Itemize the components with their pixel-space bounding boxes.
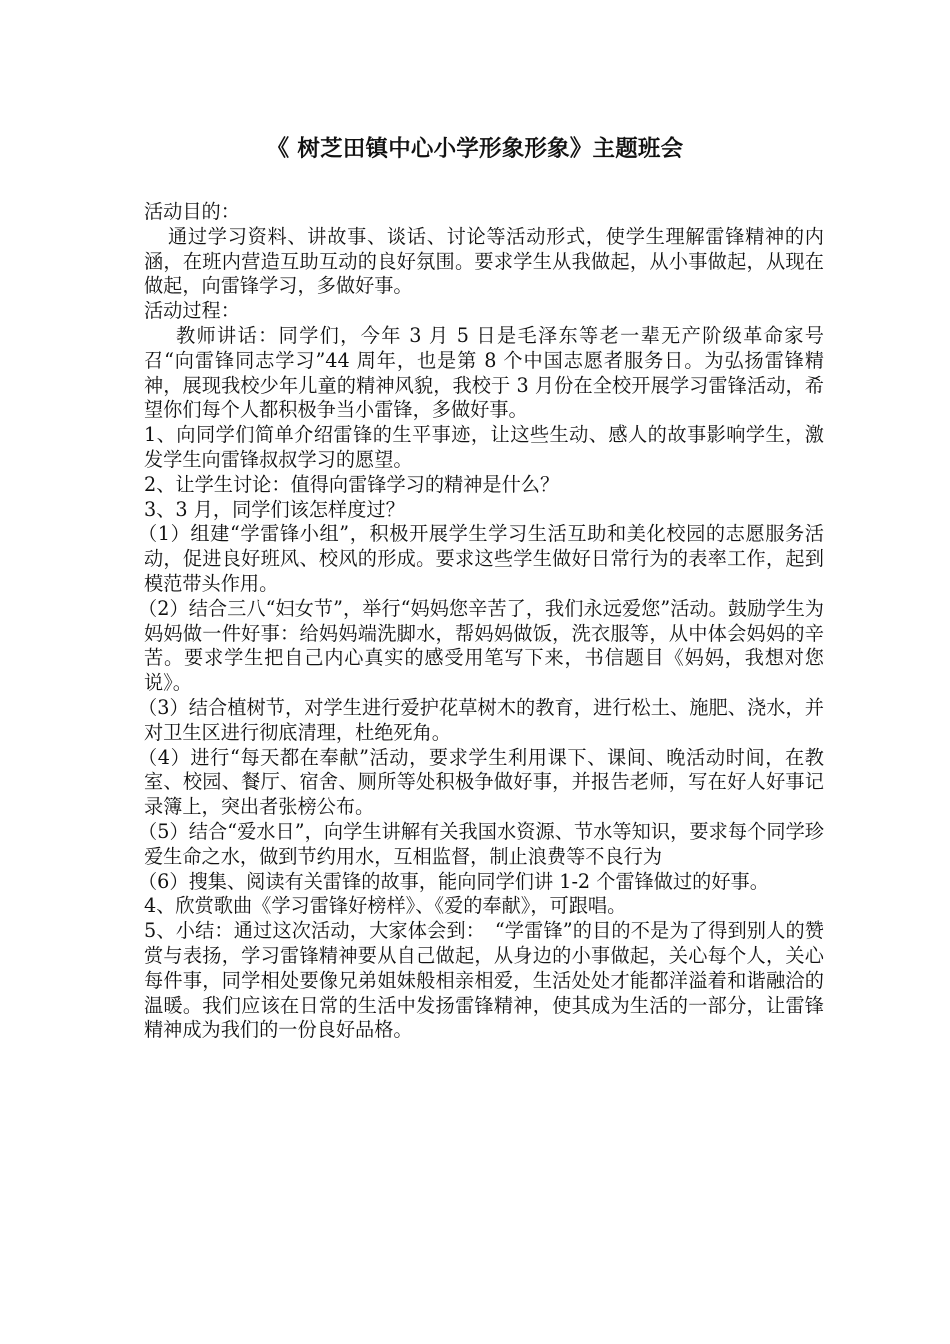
sub-item-6-paragraph: （6）搜集、阅读有关雷锋的故事，能向同学们讲 1-2 个雷锋做过的好事。 xyxy=(138,869,769,893)
step-4-paragraph: 4、欣赏歌曲《学习雷锋好榜样》、《爱的奉献》，可跟唱。 xyxy=(144,894,627,918)
sub-item-2-paragraph: （2）结合三八“妇女节”，举行“妈妈您辛苦了，我们永远爱您”活动。鼓励学生为妈妈做一件好事：给妈妈端洗脚水，帮妈妈做饭，洗衣服等，从中体会妈妈的辛苦。要求学生把自己内心真实的感受用笔写下来，书信题目《妈妈，我想对您说》。 xyxy=(138,596,824,695)
document-title: 《 树芝田镇中心小学形象形象》主题班会 xyxy=(266,136,684,162)
section-heading-purpose: 活动目的： xyxy=(144,200,240,223)
document-body xyxy=(138,200,824,1043)
teacher-speech-paragraph: 教师讲话：同学们，今年 3 月 5 日是毛泽东等老一辈无产阶级革命家号召“向雷锋同志学习”44 周年，也是第 8 个中国志愿者服务日。为弘扬雷锋精神，展现我校少年儿童的精神风貌，我校于 3 月份在全校开展学习雷锋活动，希望你们每个人都积极争当小雷锋，多做好事。 xyxy=(144,323,824,422)
step-2-paragraph: 2、让学生讨论：值得向雷锋学习的精神是什么？ xyxy=(144,472,560,496)
step-3-paragraph: 3、3 月，同学们该怎样度过？ xyxy=(144,497,405,521)
step-5-summary-paragraph: 5、小结：通过这次活动，大家体会到： “学雷锋”的目的不是为了得到别人的赞赏与表扬，学习雷锋精神要从自己做起，从身边的小事做起，关心每个人，关心每件事，同学相处要像兄弟姐妹般相亲相爱，生活处处才能都洋溢着和谐融洽的温暖。我们应该在日常的生活中发扬雷锋精神，使其成为生活的一部分，让雷锋精神成为我们的一份良好品格。 xyxy=(144,919,824,1042)
section-heading-process: 活动过程： xyxy=(144,299,240,323)
step-1-paragraph: 1、向同学们简单介绍雷锋的生平事迹，让这些生动、感人的故事影响学生，激发学生向雷锋叔叔学习的愿望。 xyxy=(144,423,824,471)
purpose-paragraph: 通过学习资料、讲故事、谈话、讨论等活动形式，使学生理解雷锋精神的内涵，在班内营造互助互动的良好氛围。要求学生从我做起，从小事做起，从现在做起，向雷锋学习，多做好事。 xyxy=(144,224,824,298)
sub-item-1-paragraph: （1）组建“学雷锋小组”，积极开展学生学习生活互助和美化校园的志愿服务活动，促进良好班风、校风的形成。要求这些学生做好日常行为的表率工作，起到模范带头作用。 xyxy=(138,522,824,595)
sub-item-4-paragraph: （4）进行“每天都在奉献”活动，要求学生利用课下、课间、晚活动时间，在教室、校园、餐厅、宿舍、厕所等处积极争做好事，并报告老师，写在好人好事记录簿上，突出者张榜公布。 xyxy=(138,745,824,819)
sub-item-5-paragraph: （5）结合“爱水日”，向学生讲解有关我国水资源、节水等知识，要求每个同学珍爱生命之水，做到节约用水，互相监督，制止浪费等不良行为 xyxy=(138,819,824,868)
sub-item-3-paragraph: （3）结合植树节，对学生进行爱护花草树木的教育，进行松土、施肥、浇水，并对卫生区进行彻底清理，杜绝死角。 xyxy=(138,695,824,744)
